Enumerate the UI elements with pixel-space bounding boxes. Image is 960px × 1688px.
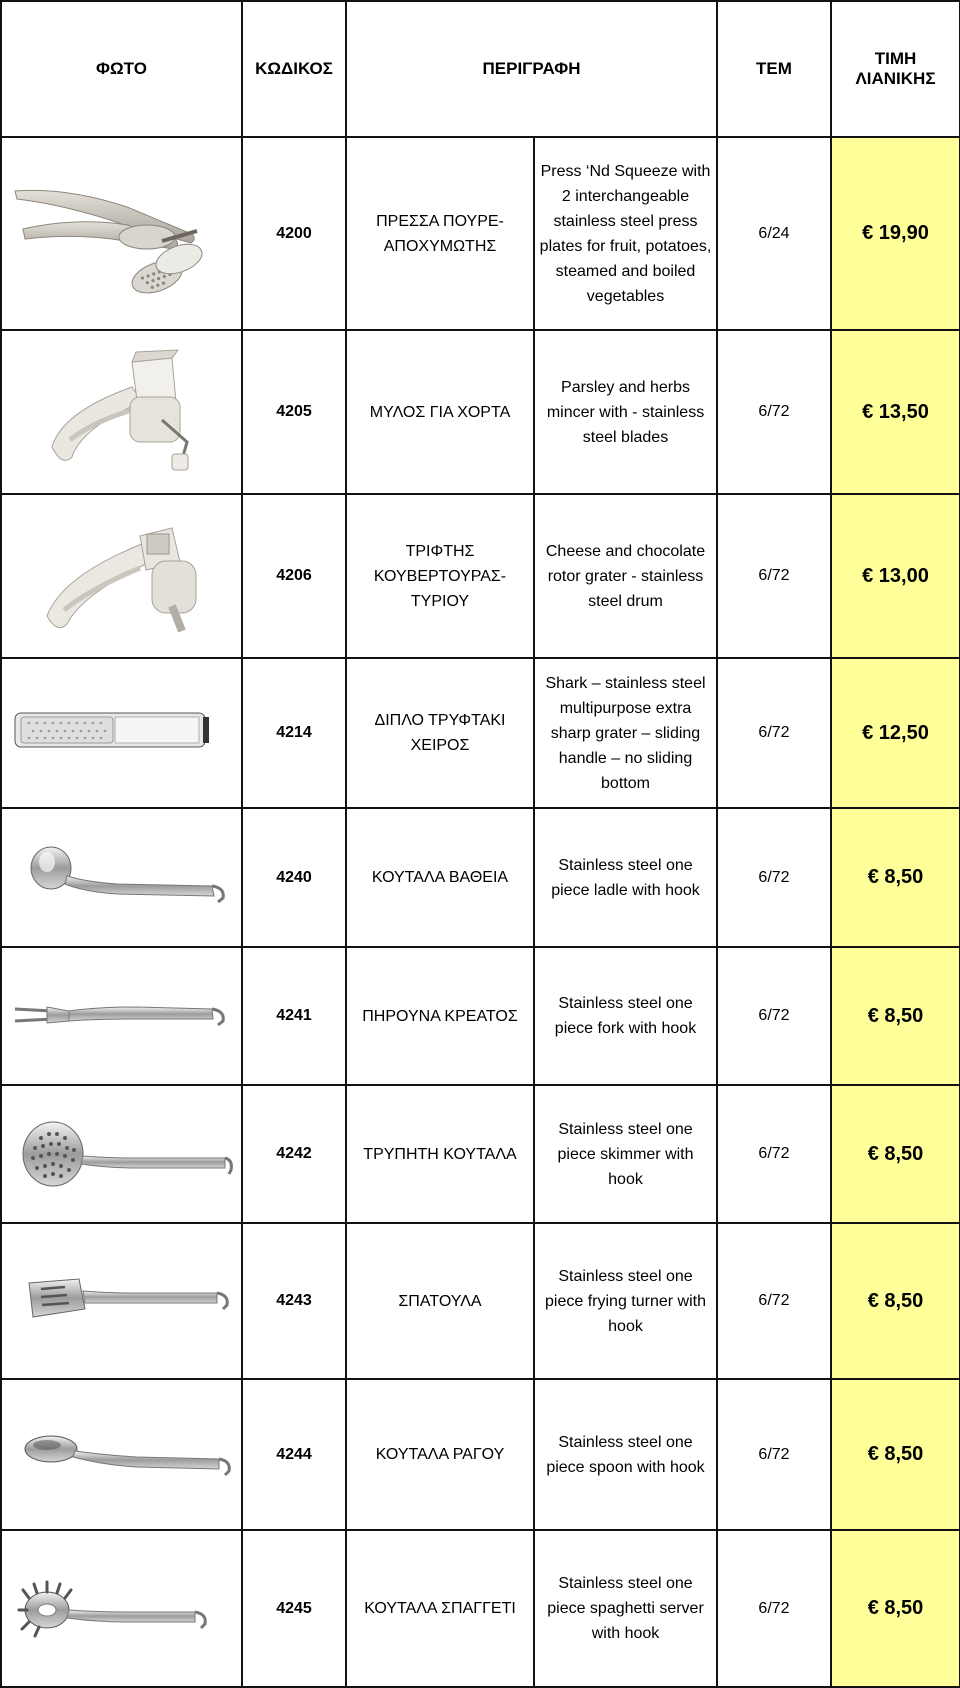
product-code: 4240 (242, 808, 346, 947)
product-price: € 8,50 (831, 808, 960, 947)
header-code: ΚΩΔΙΚΟΣ (242, 1, 346, 137)
product-code: 4206 (242, 494, 346, 658)
product-photo (1, 137, 242, 330)
header-photo: ΦΩΤΟ (1, 1, 242, 137)
product-photo (1, 947, 242, 1085)
table-row (1, 947, 960, 1085)
product-name-gr: ΣΠΑΤΟΥΛΑ (346, 1223, 534, 1379)
product-units: 6/72 (717, 947, 831, 1085)
table-row (1, 494, 960, 658)
product-units: 6/72 (717, 658, 831, 808)
product-units: 6/72 (717, 1379, 831, 1530)
table-row (1, 808, 960, 947)
header-description: ΠΕΡΙΓΡΑΦΗ (346, 1, 717, 137)
product-name-gr: ΔΙΠΛΟ ΤΡΥΦΤΑΚΙ ΧΕΙΡΟΣ (346, 658, 534, 808)
product-units: 6/72 (717, 1085, 831, 1223)
product-photo (1, 808, 242, 947)
hand-grater-icon (7, 703, 237, 763)
skimmer-icon (7, 1104, 237, 1204)
product-price: € 8,50 (831, 1085, 960, 1223)
product-units: 6/24 (717, 137, 831, 330)
spaghetti-server-icon (7, 1574, 237, 1644)
product-units: 6/72 (717, 330, 831, 494)
product-name-gr: ΚΟΥΤΑΛΑ ΒΑΘΕΙΑ (346, 808, 534, 947)
product-name-gr: ΚΟΥΤΑΛΑ ΣΠΑΓΓΕΤΙ (346, 1530, 534, 1687)
product-price: € 13,50 (831, 330, 960, 494)
product-units: 6/72 (717, 1530, 831, 1687)
herb-mill-icon (22, 342, 222, 482)
table-row (1, 1379, 960, 1530)
product-code: 4242 (242, 1085, 346, 1223)
turner-icon (7, 1261, 237, 1341)
product-description-en: Stainless steel one piece skimmer with hook (534, 1085, 717, 1223)
product-description-en: Stainless steel one piece ladle with hook (534, 808, 717, 947)
product-code: 4205 (242, 330, 346, 494)
product-code: 4244 (242, 1379, 346, 1530)
table-row (1, 1223, 960, 1379)
product-price: € 8,50 (831, 1530, 960, 1687)
product-name-gr: ΜΥΛΟΣ ΓΙΑ ΧΟΡΤΑ (346, 330, 534, 494)
meat-fork-icon (7, 991, 237, 1041)
product-name-gr: ΚΟΥΤΑΛΑ ΡΑΓΟΥ (346, 1379, 534, 1530)
rotary-grater-icon (22, 506, 222, 646)
product-photo (1, 330, 242, 494)
product-price: € 13,00 (831, 494, 960, 658)
product-description-en: Press ‘Nd Squeeze with 2 interchangeable stainless steel press plates for fruit, potatoes, steamed and boiled vegetables (534, 137, 717, 330)
product-description-en: Stainless steel one piece fork with hook (534, 947, 717, 1085)
table-row (1, 1530, 960, 1687)
table-row (1, 1085, 960, 1223)
product-description-en: Shark – stainless steel multipurpose extra sharp grater – sliding handle – no sliding bottom (534, 658, 717, 808)
product-description-en: Parsley and herbs mincer with - stainless steel blades (534, 330, 717, 494)
product-units: 6/72 (717, 1223, 831, 1379)
product-description-en: Cheese and chocolate rotor grater - stainless steel drum (534, 494, 717, 658)
product-name-gr: ΠΗΡΟΥΝΑ ΚΡΕΑΤΟΣ (346, 947, 534, 1085)
table-row (1, 658, 960, 808)
citrus-press-icon (7, 159, 237, 309)
product-units: 6/72 (717, 808, 831, 947)
header-price (831, 1, 960, 137)
product-photo (1, 494, 242, 658)
product-units: 6/72 (717, 494, 831, 658)
header-row (1, 1, 960, 137)
product-name-gr: ΤΡΥΠΗΤΗ ΚΟΥΤΑΛΑ (346, 1085, 534, 1223)
product-code: 4200 (242, 137, 346, 330)
product-photo (1, 658, 242, 808)
product-code: 4243 (242, 1223, 346, 1379)
product-photo (1, 1530, 242, 1687)
product-photo (1, 1085, 242, 1223)
product-description-en: Stainless steel one piece frying turner with hook (534, 1223, 717, 1379)
product-description-en: Stainless steel one piece spaghetti server with hook (534, 1530, 717, 1687)
product-name-gr: ΤΡΙΦΤΗΣ ΚΟΥΒΕΡΤΟΥΡΑΣ-ΤΥΡΙΟΥ (346, 494, 534, 658)
header-price-line1: ΤΙΜΗ (874, 49, 917, 68)
product-photo (1, 1223, 242, 1379)
product-price: € 8,50 (831, 1379, 960, 1530)
table-row (1, 330, 960, 494)
header-price-line2: ΛΙΑΝΙΚΗΣ (855, 69, 936, 88)
ladle-icon (7, 838, 237, 918)
product-price: € 8,50 (831, 1223, 960, 1379)
product-code: 4241 (242, 947, 346, 1085)
product-photo (1, 1379, 242, 1530)
product-code: 4214 (242, 658, 346, 808)
table-row (1, 137, 960, 330)
spoon-icon (7, 1425, 237, 1485)
product-code: 4245 (242, 1530, 346, 1687)
product-name-gr: ΠΡΕΣΣΑ ΠΟΥΡΕ-ΑΠΟΧΥΜΩΤΗΣ (346, 137, 534, 330)
product-price: € 19,90 (831, 137, 960, 330)
product-price: € 8,50 (831, 947, 960, 1085)
product-description-en: Stainless steel one piece spoon with hook (534, 1379, 717, 1530)
header-units: ΤΕΜ (717, 1, 831, 137)
product-price: € 12,50 (831, 658, 960, 808)
